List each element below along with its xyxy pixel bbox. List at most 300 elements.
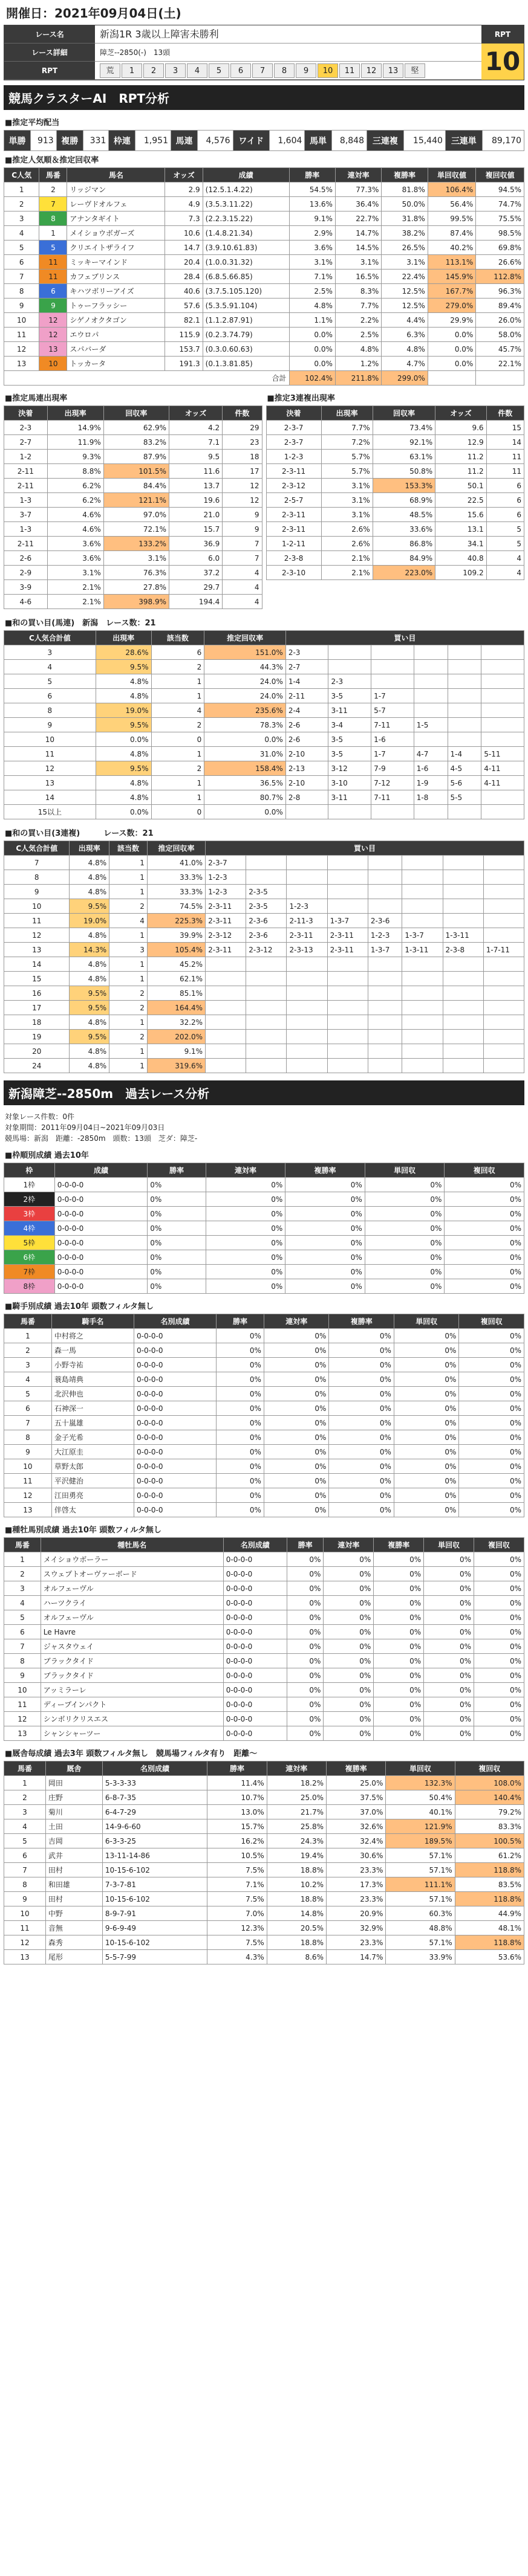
table-cell: 0% [374, 1639, 424, 1654]
bet-combo: 4-11 [481, 776, 524, 790]
table-cell: 9 [223, 522, 262, 537]
table-cell: 8.8% [47, 464, 103, 479]
table-cell: 0% [424, 1654, 474, 1668]
bet-combo [443, 1059, 483, 1073]
table-row [4, 1863, 524, 1877]
table-cell: 15以上 [4, 805, 96, 819]
bet-combo [402, 1030, 443, 1044]
table-cell: 4 [4, 1372, 52, 1387]
table-cell: カフェブリンス [67, 270, 165, 284]
table-cell: シャンシャーツー [41, 1726, 223, 1741]
bet-combo [206, 1001, 246, 1015]
table-cell: 38.2% [382, 226, 428, 240]
table-cell: 4.8% [96, 776, 151, 790]
table-cell: 9 [4, 1445, 52, 1459]
bet-combo: 1-4 [448, 747, 481, 761]
table-row [4, 1834, 524, 1848]
table-cell: 27.8% [103, 580, 169, 595]
table-cell: ディープインパクト [41, 1697, 223, 1712]
bet-combo [206, 957, 246, 972]
table-cell: 14.7% [335, 226, 381, 240]
table-cell: 3.6% [47, 551, 103, 566]
table-cell: 194.4 [169, 595, 222, 609]
table-cell: 0-0-0-0 [54, 1192, 148, 1207]
bet-combo [402, 885, 443, 899]
table-cell: 0% [474, 1697, 524, 1712]
frame-table [4, 1163, 524, 1294]
table-cell: 0% [394, 1430, 459, 1445]
table-cell: 0% [285, 1265, 365, 1279]
table-cell: 11 [486, 450, 524, 464]
bet-combo [371, 674, 414, 689]
column-header: 馬番 [39, 168, 67, 182]
table-cell: 17 [223, 464, 262, 479]
table-cell: 76.3% [103, 566, 169, 580]
table-row [4, 435, 262, 450]
table-cell: 4.8% [382, 342, 428, 357]
bet-combo: 2-3-5 [246, 885, 287, 899]
bet-combo: 1-3-7 [402, 928, 443, 943]
table-cell: 26.6% [476, 255, 524, 270]
table-cell: メイショウボガーズ [67, 226, 165, 240]
table-cell: 48.1% [455, 1921, 524, 1935]
column-header: 名別成績 [223, 1538, 287, 1552]
table-cell: 0% [459, 1387, 524, 1401]
popularity-title: ■推定人気順＆推定回収率 [5, 156, 99, 165]
table-row [4, 1030, 524, 1044]
table-cell: 8.3% [335, 284, 381, 299]
table-cell: 85.1% [147, 986, 205, 1001]
table-cell: 151.0% [204, 645, 286, 660]
section-banner-past: 新潟障芝--2850m 過去レース分析 [4, 1080, 524, 1105]
table-cell: 5-5-7-99 [102, 1950, 207, 1964]
table-cell: 0-0-0-0 [134, 1416, 216, 1430]
info-line: 競馬場：新潟 距離：-2850m 頭数：13頭 芝ダ：障芝- [5, 1134, 198, 1143]
table-cell: 10.6 [165, 226, 203, 240]
table-cell: 0% [206, 1236, 285, 1250]
column-header: 複回収 [459, 1314, 524, 1329]
table-row [266, 537, 524, 551]
table-cell: 18.8% [267, 1892, 326, 1906]
table-cell: 3 [4, 645, 96, 660]
total-row [4, 371, 524, 386]
table-cell: 0-0-0-0 [134, 1503, 216, 1517]
bet-combo: 1-7-11 [483, 943, 524, 957]
bet-combo [414, 732, 448, 747]
table-cell: 23.3% [326, 1863, 385, 1877]
table-cell: (2.2.3.15.22) [203, 211, 289, 226]
table-row [4, 1192, 524, 1207]
table-cell: 0% [264, 1474, 329, 1488]
bet-combo: 3-11 [328, 790, 371, 805]
column-header: 連対率 [267, 1761, 326, 1776]
table-row [4, 674, 524, 689]
table-cell: 2 [109, 1030, 148, 1044]
table-cell: 78.3% [204, 718, 286, 732]
table-cell: 11 [4, 914, 70, 928]
table-row [4, 1921, 524, 1935]
bet-combo [483, 1001, 524, 1015]
table-cell: 4.8% [70, 870, 109, 885]
table-cell: スウェプトオーヴァーボード [41, 1567, 223, 1581]
column-header: 名別成績 [102, 1761, 207, 1776]
table-cell: 0% [329, 1401, 394, 1416]
table-row [4, 1221, 524, 1236]
table-cell: 4.8% [70, 1044, 109, 1059]
bet-combo [328, 645, 371, 660]
table-cell: 5 [486, 537, 524, 551]
bet-combo [481, 790, 524, 805]
table-cell: 158.4% [204, 761, 286, 776]
bet-combo [402, 957, 443, 972]
trainer-table [4, 1761, 524, 1964]
rpt-scale-cell: 8 [274, 63, 295, 78]
table-cell: 10-15-6-102 [102, 1892, 207, 1906]
sire-table [4, 1537, 524, 1741]
bet-combo [402, 1001, 443, 1015]
table-cell: 12 [4, 928, 70, 943]
table-row [266, 551, 524, 566]
table-cell: 89.4% [476, 299, 524, 313]
total-value [428, 371, 476, 386]
table-cell: 2-3-12 [266, 479, 321, 493]
bet-combo [206, 1044, 246, 1059]
table-cell: 0% [459, 1474, 524, 1488]
bet-combo [287, 870, 327, 885]
table-cell: 0% [287, 1697, 324, 1712]
table-cell: 3 [4, 1805, 46, 1819]
table-cell: ハーツクライ [41, 1596, 223, 1610]
table-cell: 37.0% [326, 1805, 385, 1819]
table-cell: 0% [374, 1581, 424, 1596]
column-header: 厩舎 [45, 1761, 102, 1776]
table-row [4, 211, 524, 226]
table-cell: 18.8% [267, 1863, 326, 1877]
column-header: 勝率 [289, 168, 335, 182]
column-header: 出現率 [96, 631, 151, 645]
frame-title: ■枠順別成績 過去10年 [5, 1151, 89, 1160]
table-cell: 0% [148, 1221, 206, 1236]
table-cell: 19.0% [70, 914, 109, 928]
table-cell: 7 [4, 1639, 41, 1654]
table-cell: 9.5% [70, 1001, 109, 1015]
table-cell: 4.2 [169, 421, 222, 435]
table-row [4, 986, 524, 1001]
table-cell: 73.4% [373, 421, 435, 435]
column-header: 複回収 [445, 1163, 524, 1178]
table-cell: 0% [329, 1474, 394, 1488]
bet-combo [327, 870, 368, 885]
table-cell: 菊川 [45, 1805, 102, 1819]
table-cell: 0% [474, 1683, 524, 1697]
table-cell: 0% [287, 1610, 324, 1625]
bet-combo [483, 870, 524, 885]
table-cell: 0% [459, 1372, 524, 1387]
bet-combo: 5-11 [481, 747, 524, 761]
table-cell: 0% [329, 1387, 394, 1401]
table-cell: 0-0-0-0 [134, 1445, 216, 1459]
table-cell: レーヴドオルフェ [67, 197, 165, 211]
table-cell: 0% [424, 1567, 474, 1581]
table-cell: 0% [374, 1654, 424, 1668]
table-cell: 20.9% [326, 1906, 385, 1921]
table-cell: Le Havre [41, 1625, 223, 1639]
table-cell: 2.9% [289, 226, 335, 240]
table-row [4, 197, 524, 211]
payout-value: 8,848 [331, 131, 367, 151]
column-header: 推定回収率 [147, 841, 205, 856]
table-cell: 0% [287, 1596, 324, 1610]
bet-combo [287, 957, 327, 972]
table-cell: 0% [264, 1488, 329, 1503]
table-cell: 23.3% [326, 1935, 385, 1950]
column-header: 回収率 [103, 406, 169, 421]
bet-combo [287, 856, 327, 870]
table-cell: 小野寺祐 [51, 1358, 134, 1372]
table-cell: 5 [4, 674, 96, 689]
bet-combo [246, 1001, 287, 1015]
table-cell: 10 [4, 732, 96, 747]
table-cell: 0-0-0-0 [134, 1474, 216, 1488]
table-cell: 7.7% [321, 421, 373, 435]
bet-combo: 2-3 [328, 674, 371, 689]
column-header: 買い目 [285, 631, 524, 645]
table-row [4, 1950, 524, 1964]
table-cell: 1 [4, 182, 39, 197]
table-row [4, 645, 524, 660]
table-row [4, 856, 524, 870]
bet-combo: 2-8 [285, 790, 328, 805]
table-cell: 0% [148, 1279, 206, 1294]
table-cell: 34.1 [435, 537, 486, 551]
table-cell: 11.6 [169, 464, 222, 479]
table-cell: 74.5% [147, 899, 205, 914]
table-cell: (1.0.0.31.32) [203, 255, 289, 270]
table-cell: 18.2% [267, 1776, 326, 1790]
rpt-scale-cell: 11 [339, 63, 360, 78]
bet-combo [327, 1015, 368, 1030]
column-header: 決着 [4, 406, 48, 421]
table-cell: 6 [486, 479, 524, 493]
table-cell: 57.6 [165, 299, 203, 313]
table-row [4, 899, 524, 914]
table-cell: 1.2% [335, 357, 381, 371]
table-cell: 0-0-0-0 [223, 1712, 287, 1726]
table-cell: 0% [324, 1581, 374, 1596]
table-cell: 11 [39, 255, 67, 270]
table-cell: 11 [4, 328, 39, 342]
column-header: 複勝率 [382, 168, 428, 182]
rpt-value: 10 [481, 44, 524, 80]
table-cell: 0% [424, 1639, 474, 1654]
bet-combo [206, 1059, 246, 1073]
table-row [4, 508, 262, 522]
table-row [266, 508, 524, 522]
table-cell: 33.3% [147, 885, 205, 899]
table-cell: 11 [4, 1697, 41, 1712]
bet-combo [402, 986, 443, 1001]
table-cell: 0% [287, 1552, 324, 1567]
table-row [266, 566, 524, 580]
table-cell: 6-3-3-25 [102, 1834, 207, 1848]
table-cell: 0% [459, 1343, 524, 1358]
table-cell: 29.9% [428, 313, 476, 328]
table-cell: 12.9 [435, 435, 486, 450]
table-cell: 10.2% [267, 1877, 326, 1892]
jockey-table [4, 1314, 524, 1517]
table-cell: 0% [474, 1552, 524, 1567]
table-cell: 五十嵐雄 [51, 1416, 134, 1430]
payout-type-label: ワイド [233, 131, 269, 151]
table-cell: 22.5 [435, 493, 486, 508]
table-cell: 7 [223, 537, 262, 551]
table-cell: 0-0-0-0 [223, 1668, 287, 1683]
table-cell: 5 [39, 240, 67, 255]
table-cell: 0% [285, 1207, 365, 1221]
rpt-scale-cell: 5 [209, 63, 229, 78]
bet-combo: 7-9 [371, 761, 414, 776]
table-cell: 0% [474, 1712, 524, 1726]
table-row [4, 703, 524, 718]
table-cell: 14 [4, 957, 70, 972]
table-cell: 7 [39, 197, 67, 211]
bet-combo [371, 660, 414, 674]
table-cell: 0% [424, 1596, 474, 1610]
table-cell: 7 [4, 270, 39, 284]
table-cell: 尾形 [45, 1950, 102, 1964]
table-row [4, 566, 262, 580]
table-cell: 森秀 [45, 1935, 102, 1950]
bet-combo [483, 856, 524, 870]
column-header: 枠 [4, 1163, 55, 1178]
table-cell: 7枠 [4, 1265, 55, 1279]
table-cell: 0% [474, 1654, 524, 1668]
column-header: オッズ [435, 406, 486, 421]
bet-combo [483, 899, 524, 914]
table-row [4, 450, 262, 464]
table-cell: 1 [109, 972, 148, 986]
bet-combo: 2-6 [285, 718, 328, 732]
table-cell: 13.6% [289, 197, 335, 211]
rpt-scale-cell: 3 [165, 63, 186, 78]
bet-combo [206, 1030, 246, 1044]
table-cell: 2.1% [321, 551, 373, 566]
table-cell: 0% [374, 1567, 424, 1581]
table-cell: 63.1% [373, 450, 435, 464]
table-cell: 1 [151, 674, 204, 689]
table-cell: 2-3-7 [266, 435, 321, 450]
table-cell: トゥーフラッシー [67, 299, 165, 313]
table-cell: 1-3 [4, 493, 48, 508]
table-cell: 中野 [45, 1906, 102, 1921]
table-cell: 0% [394, 1488, 459, 1503]
table-cell: 18 [4, 1015, 70, 1030]
table-cell: 6 [4, 689, 96, 703]
bet-combo: 7-11 [371, 718, 414, 732]
table-cell: 57.1% [386, 1863, 455, 1877]
table-cell: 6.3% [382, 328, 428, 342]
table-cell: 北沢伸也 [51, 1387, 134, 1401]
table-row [4, 732, 524, 747]
table-cell: 2 [4, 197, 39, 211]
table-cell: 0.0% [428, 342, 476, 357]
table-cell: 9.6 [435, 421, 486, 435]
table-row [4, 537, 262, 551]
table-cell: 4.8% [289, 299, 335, 313]
table-cell: 8 [4, 870, 70, 885]
bet-combo: 3-5 [328, 689, 371, 703]
table-row [4, 1610, 524, 1625]
table-cell: 0% [287, 1654, 324, 1668]
bet-combo [368, 870, 402, 885]
bet-combo [402, 1015, 443, 1030]
table-cell: 0% [445, 1221, 524, 1236]
table-cell: 106.4% [428, 182, 476, 197]
bet-combo [206, 972, 246, 986]
table-cell: 40.1% [386, 1805, 455, 1819]
table-cell: 12 [39, 328, 67, 342]
table-cell: 0% [374, 1712, 424, 1726]
table-cell: 5.7% [321, 464, 373, 479]
payout-value: 913 [31, 131, 57, 151]
table-cell: 37.2 [169, 566, 222, 580]
table-cell: 53.6% [455, 1950, 524, 1964]
table-cell: 109.2 [435, 566, 486, 580]
bet-combo [481, 674, 524, 689]
table-cell: 1 [4, 1552, 41, 1567]
table-row [4, 747, 524, 761]
info-line: 対象期間：2011年09月04日~2021年09月03日 [5, 1123, 165, 1132]
table-row [4, 660, 524, 674]
bet-combo: 2-3-12 [206, 928, 246, 943]
bet-combo [327, 986, 368, 1001]
bet-combo: 1-2-3 [206, 870, 246, 885]
table-cell: 0% [394, 1401, 459, 1416]
bet-combo [368, 885, 402, 899]
table-cell: 36.9 [169, 537, 222, 551]
table-cell: 0% [206, 1221, 285, 1236]
table-cell: 1 [4, 1776, 46, 1790]
table-row [4, 342, 524, 357]
table-cell: 0% [287, 1581, 324, 1596]
table-row [4, 1567, 524, 1581]
table-cell: 121.1% [103, 493, 169, 508]
table-row [4, 464, 262, 479]
table-cell: 4 [4, 1819, 46, 1834]
table-cell: 37.5% [326, 1790, 385, 1805]
bet-combo [368, 1059, 402, 1073]
table-row [4, 943, 524, 957]
table-cell: 167.7% [428, 284, 476, 299]
table-cell: 153.3% [373, 479, 435, 493]
column-header: 出現率 [70, 841, 109, 856]
bet-combo [368, 1030, 402, 1044]
table-cell: 0% [424, 1712, 474, 1726]
table-cell: 101.5% [103, 464, 169, 479]
table-cell: 40.6 [165, 284, 203, 299]
table-cell: 75.5% [476, 211, 524, 226]
bet-combo [448, 674, 481, 689]
table-cell: 4 [151, 703, 204, 718]
rpt-scale-cell: 1 [122, 63, 142, 78]
bet-combo [368, 1015, 402, 1030]
table-cell: 0% [148, 1207, 206, 1221]
table-cell: 0% [365, 1236, 445, 1250]
table-cell: 83.5% [455, 1877, 524, 1892]
column-header: 複勝率 [374, 1538, 424, 1552]
table-cell: 0% [324, 1639, 374, 1654]
bet-combo [448, 805, 481, 819]
